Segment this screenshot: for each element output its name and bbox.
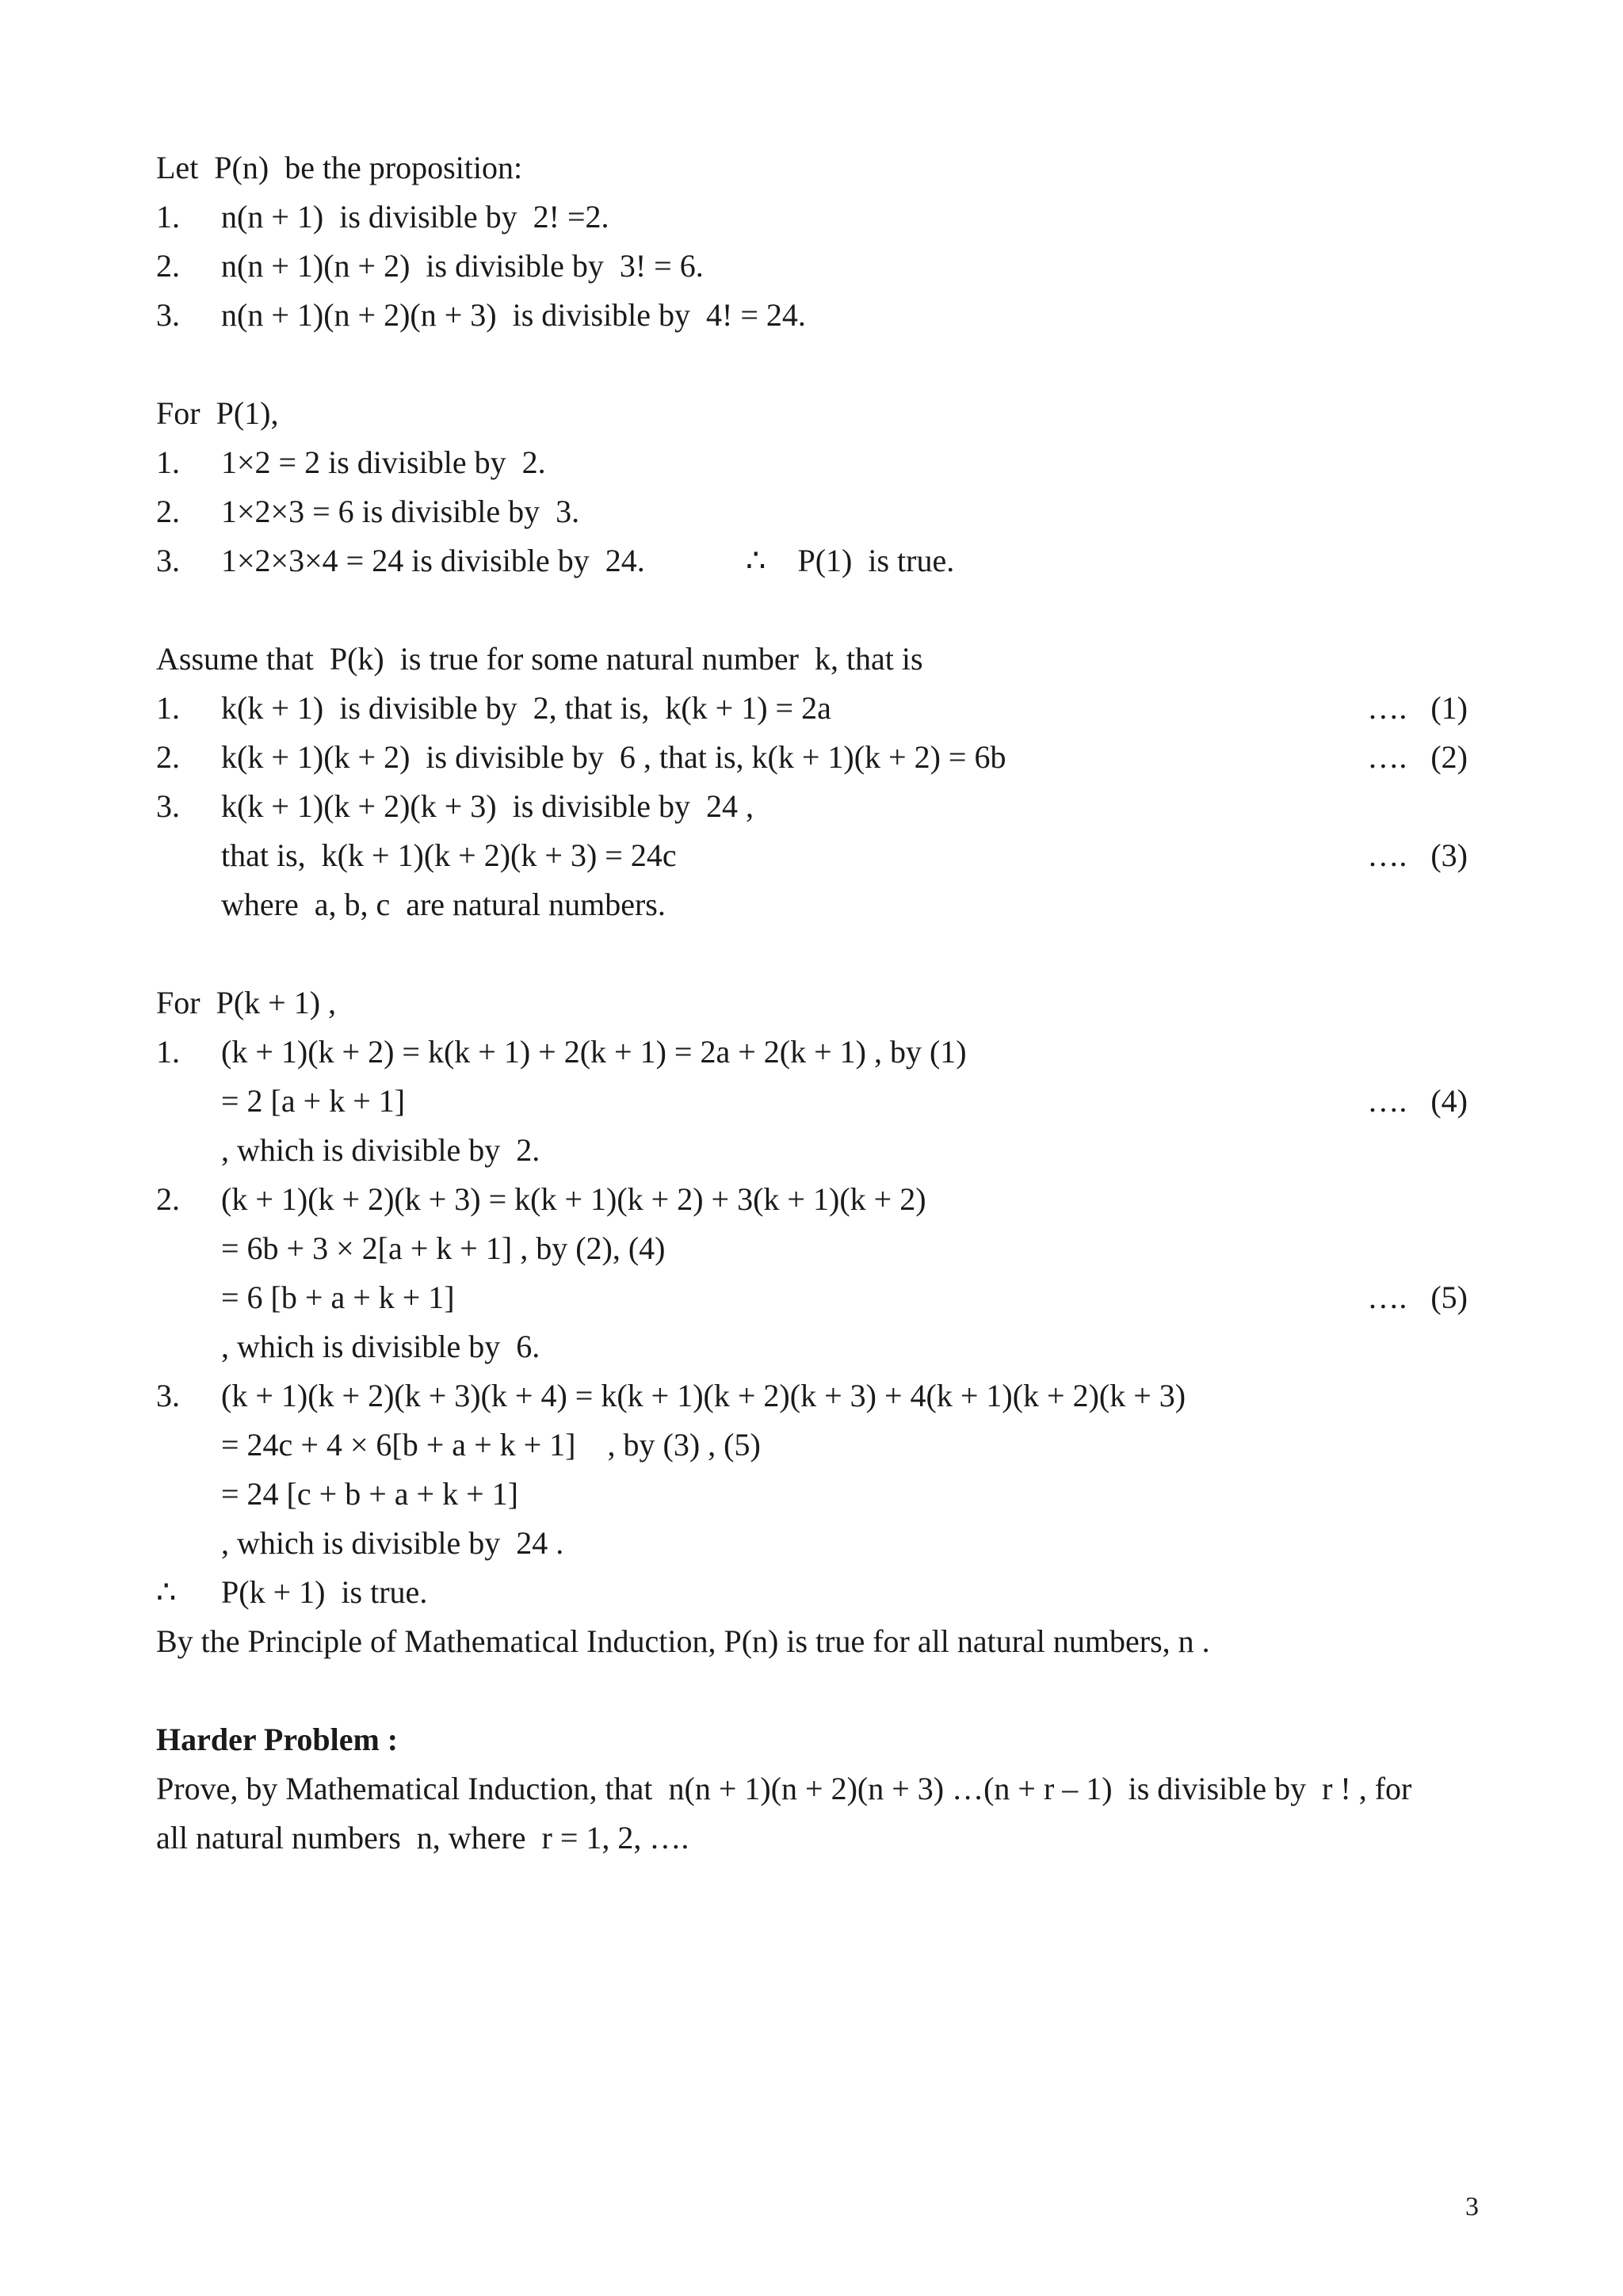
equation-ref: …. (2) (1367, 739, 1468, 775)
item-text: 1×2×3 = 6 is divisible by 3. (221, 494, 580, 529)
assume-continuation (156, 831, 1468, 880)
step-item (156, 1175, 1468, 1224)
item-text: 1×2 = 2 is divisible by 2. (221, 444, 546, 480)
item-text: n(n + 1)(n + 2) is divisible by 3! = 6. (221, 248, 704, 284)
item-number: 2. (156, 1181, 180, 1217)
assume-heading-text: Assume that P(k) is true for some natural number k, that is (156, 641, 923, 677)
step-continuation (156, 1126, 1468, 1175)
proposition-item (156, 291, 1468, 340)
continuation-text: = 24 [c + b + a + k + 1] (221, 1476, 518, 1512)
step-continuation (156, 1224, 1468, 1273)
step-heading (156, 978, 1468, 1028)
proposition-item (156, 242, 1468, 291)
harder-text: all natural numbers n, where r = 1, 2, …. (156, 1820, 689, 1855)
step-continuation (156, 1519, 1468, 1568)
intro-line (156, 143, 1468, 193)
step-continuation (156, 1077, 1468, 1126)
conclusion-text: P(k + 1) is true. (221, 1574, 428, 1610)
item-number: 1. (156, 690, 180, 726)
item-number: 3. (156, 297, 180, 333)
item-text: (k + 1)(k + 2)(k + 3) = k(k + 1)(k + 2) + 3(k + 1)(k + 2) (221, 1181, 926, 1217)
step-item (156, 1028, 1468, 1077)
continuation-text: = 6b + 3 × 2[a + k + 1] , by (2), (4) (221, 1230, 666, 1266)
item-text: 1×2×3×4 = 24 is divisible by 24. (221, 543, 645, 578)
item-text: n(n + 1)(n + 2)(n + 3) is divisible by 4! = 24. (221, 297, 806, 333)
item-number: 3. (156, 788, 180, 824)
principle-line (156, 1617, 1468, 1666)
continuation-text: that is, k(k + 1)(k + 2)(k + 3) = 24c (221, 837, 677, 873)
step-continuation (156, 1421, 1468, 1470)
item-number: 2. (156, 248, 180, 284)
item-number: 3. (156, 1378, 180, 1413)
harder-problem-line (156, 1764, 1468, 1814)
base-heading (156, 389, 1468, 438)
base-item (156, 438, 1468, 487)
item-number: 1. (156, 444, 180, 480)
base-conclusion: ∴ P(1) is true. (746, 543, 955, 578)
item-number: 1. (156, 1034, 180, 1070)
equation-ref: …. (4) (1367, 1083, 1468, 1119)
assume-item (156, 684, 1468, 733)
proposition-item (156, 193, 1468, 242)
continuation-text: = 6 [b + a + k + 1] (221, 1280, 455, 1315)
step-continuation (156, 1470, 1468, 1519)
continuation-text: , which is divisible by 24 . (221, 1525, 564, 1561)
item-text: k(k + 1)(k + 2) is divisible by 6 , that is, k(k + 1)(k + 2) = 6b (221, 739, 1006, 775)
item-text: k(k + 1) is divisible by 2, that is, k(k + 1) = 2a (221, 690, 831, 726)
continuation-text: , which is divisible by 6. (221, 1329, 540, 1364)
step-heading-text: For P(k + 1) , (156, 985, 337, 1020)
item-text: n(n + 1) is divisible by 2! =2. (221, 199, 609, 235)
equation-ref: …. (3) (1367, 837, 1468, 873)
assume-heading (156, 635, 1468, 684)
harder-problem-heading (156, 1715, 1468, 1764)
harder-heading-text: Harder Problem : (156, 1722, 399, 1757)
assume-item (156, 733, 1468, 782)
continuation-text: = 24c + 4 × 6[b + a + k + 1] , by (3) , (5) (221, 1427, 761, 1463)
harder-text: Prove, by Mathematical Induction, that n(n + 1)(n + 2)(n + 3) …(n + r – 1) is divisible by r ! , for (156, 1771, 1412, 1806)
therefore-symbol: ∴ (156, 1574, 177, 1610)
harder-problem-line (156, 1814, 1468, 1863)
step-continuation (156, 1322, 1468, 1371)
equation-ref: …. (1) (1367, 690, 1468, 726)
intro-text: Let P(n) be the proposition: (156, 150, 523, 185)
item-number: 1. (156, 199, 180, 235)
base-heading-text: For P(1), (156, 395, 279, 431)
page-number: 3 (1465, 2192, 1479, 2222)
step-continuation (156, 1273, 1468, 1322)
item-number: 2. (156, 739, 180, 775)
conclusion-line (156, 1568, 1468, 1617)
step-item (156, 1371, 1468, 1421)
item-number: 2. (156, 494, 180, 529)
continuation-text: where a, b, c are natural numbers. (221, 887, 666, 922)
assume-item (156, 782, 1468, 831)
base-item (156, 536, 1468, 585)
item-number: 3. (156, 543, 180, 578)
item-text: k(k + 1)(k + 2)(k + 3) is divisible by 24 , (221, 788, 754, 824)
continuation-text: , which is divisible by 2. (221, 1132, 540, 1168)
equation-ref: …. (5) (1367, 1280, 1468, 1315)
assume-continuation (156, 880, 1468, 929)
base-item (156, 487, 1468, 536)
item-text: (k + 1)(k + 2) = k(k + 1) + 2(k + 1) = 2a + 2(k + 1) , by (1) (221, 1034, 967, 1070)
item-text: (k + 1)(k + 2)(k + 3)(k + 4) = k(k + 1)(k + 2)(k + 3) + 4(k + 1)(k + 2)(k + 3) (221, 1378, 1186, 1413)
principle-text: By the Principle of Mathematical Induction, P(n) is true for all natural numbers, n . (156, 1623, 1210, 1659)
continuation-text: = 2 [a + k + 1] (221, 1083, 406, 1119)
